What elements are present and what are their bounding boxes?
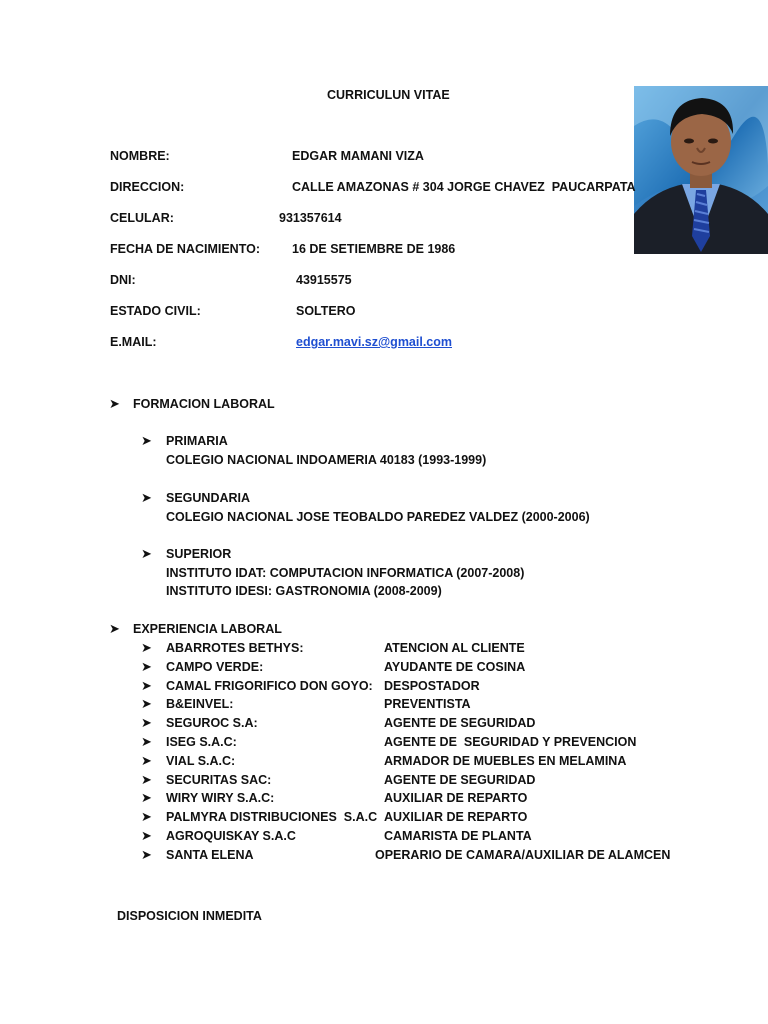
education-heading: FORMACION LABORAL bbox=[133, 397, 275, 411]
company-name: ABARROTES BETHYS: bbox=[166, 641, 304, 655]
arrowhead-bullet-icon: ➤ bbox=[141, 753, 152, 768]
marital-status-value: SOLTERO bbox=[296, 304, 356, 318]
education-level: SEGUNDARIA bbox=[166, 491, 251, 505]
name-value: EDGAR MAMANI VIZA bbox=[292, 149, 424, 163]
job-role: AGENTE DE SEGURIDAD Y PREVENCION bbox=[384, 735, 637, 749]
company-name: SECURITAS SAC: bbox=[166, 773, 272, 787]
company-name: WIRY WIRY S.A.C: bbox=[166, 791, 275, 805]
arrowhead-bullet-icon: ➤ bbox=[141, 715, 152, 730]
company-name: AGROQUISKAY S.A.C bbox=[166, 829, 296, 843]
arrowhead-bullet-icon: ➤ bbox=[141, 678, 152, 693]
job-role: AGENTE DE SEGURIDAD bbox=[384, 773, 536, 787]
arrowhead-bullet-icon: ➤ bbox=[141, 490, 152, 505]
email-link[interactable]: edgar.mavi.sz@gmail.com bbox=[296, 335, 452, 349]
company-name: CAMAL FRIGORIFICO DON GOYO: bbox=[166, 679, 373, 693]
arrowhead-bullet-icon: ➤ bbox=[141, 734, 152, 749]
birthdate-label: FECHA DE NACIMIENTO: bbox=[110, 242, 260, 256]
job-role: AUXILIAR DE REPARTO bbox=[384, 791, 528, 805]
company-name: SANTA ELENA bbox=[166, 848, 254, 862]
education-detail: COLEGIO NACIONAL JOSE TEOBALDO PAREDEZ VALDEZ (2000-2006) bbox=[166, 510, 590, 524]
company-name: CAMPO VERDE: bbox=[166, 660, 264, 674]
phone-value: 931357614 bbox=[279, 211, 342, 225]
arrowhead-bullet-icon: ➤ bbox=[109, 621, 120, 636]
education-detail: INSTITUTO IDESI: GASTRONOMIA (2008-2009) bbox=[166, 584, 442, 598]
birthdate-value: 16 DE SETIEMBRE DE 1986 bbox=[292, 242, 456, 256]
company-name: B&EINVEL: bbox=[166, 697, 234, 711]
dni-label: DNI: bbox=[110, 273, 136, 287]
job-role: AUXILIAR DE REPARTO bbox=[384, 810, 528, 824]
job-role: AGENTE DE SEGURIDAD bbox=[384, 716, 536, 730]
page-title: CURRICULUN VITAE bbox=[327, 88, 450, 102]
education-level: PRIMARIA bbox=[166, 434, 228, 448]
job-role: PREVENTISTA bbox=[384, 697, 471, 711]
arrowhead-bullet-icon: ➤ bbox=[141, 772, 152, 787]
dni-value: 43915575 bbox=[296, 273, 352, 287]
company-name: PALMYRA DISTRIBUCIONES S.A.C bbox=[166, 810, 378, 824]
availability-note: DISPOSICION INMEDITA bbox=[117, 909, 262, 923]
experience-heading: EXPERIENCIA LABORAL bbox=[133, 622, 282, 636]
arrowhead-bullet-icon: ➤ bbox=[109, 396, 120, 411]
name-label: NOMBRE: bbox=[110, 149, 170, 163]
address-label: DIRECCION: bbox=[110, 180, 185, 194]
arrowhead-bullet-icon: ➤ bbox=[141, 790, 152, 805]
arrowhead-bullet-icon: ➤ bbox=[141, 847, 152, 862]
arrowhead-bullet-icon: ➤ bbox=[141, 640, 152, 655]
email-label: E.MAIL: bbox=[110, 335, 157, 349]
arrowhead-bullet-icon: ➤ bbox=[141, 696, 152, 711]
education-detail: COLEGIO NACIONAL INDOAMERIA 40183 (1993-1999) bbox=[166, 453, 487, 467]
profile-photo bbox=[634, 86, 768, 254]
job-role: AYUDANTE DE COSINA bbox=[384, 660, 526, 674]
education-detail: INSTITUTO IDAT: COMPUTACION INFORMATICA (2007-2008) bbox=[166, 566, 525, 580]
person-portrait-icon bbox=[634, 86, 768, 254]
job-role: CAMARISTA DE PLANTA bbox=[384, 829, 532, 843]
phone-label: CELULAR: bbox=[110, 211, 174, 225]
company-name: SEGUROC S.A: bbox=[166, 716, 258, 730]
marital-status-label: ESTADO CIVIL: bbox=[110, 304, 201, 318]
address-value: CALLE AMAZONAS # 304 JORGE CHAVEZ PAUCARPATA bbox=[292, 180, 636, 194]
arrowhead-bullet-icon: ➤ bbox=[141, 659, 152, 674]
job-role: DESPOSTADOR bbox=[384, 679, 480, 693]
company-name: VIAL S.A.C: bbox=[166, 754, 236, 768]
job-role: ARMADOR DE MUEBLES EN MELAMINA bbox=[384, 754, 627, 768]
education-level: SUPERIOR bbox=[166, 547, 232, 561]
job-role: ATENCION AL CLIENTE bbox=[384, 641, 525, 655]
arrowhead-bullet-icon: ➤ bbox=[141, 828, 152, 843]
job-role: OPERARIO DE CAMARA/AUXILIAR DE ALAMCEN bbox=[375, 848, 671, 862]
arrowhead-bullet-icon: ➤ bbox=[141, 546, 152, 561]
company-name: ISEG S.A.C: bbox=[166, 735, 237, 749]
arrowhead-bullet-icon: ➤ bbox=[141, 809, 152, 824]
arrowhead-bullet-icon: ➤ bbox=[141, 433, 152, 448]
